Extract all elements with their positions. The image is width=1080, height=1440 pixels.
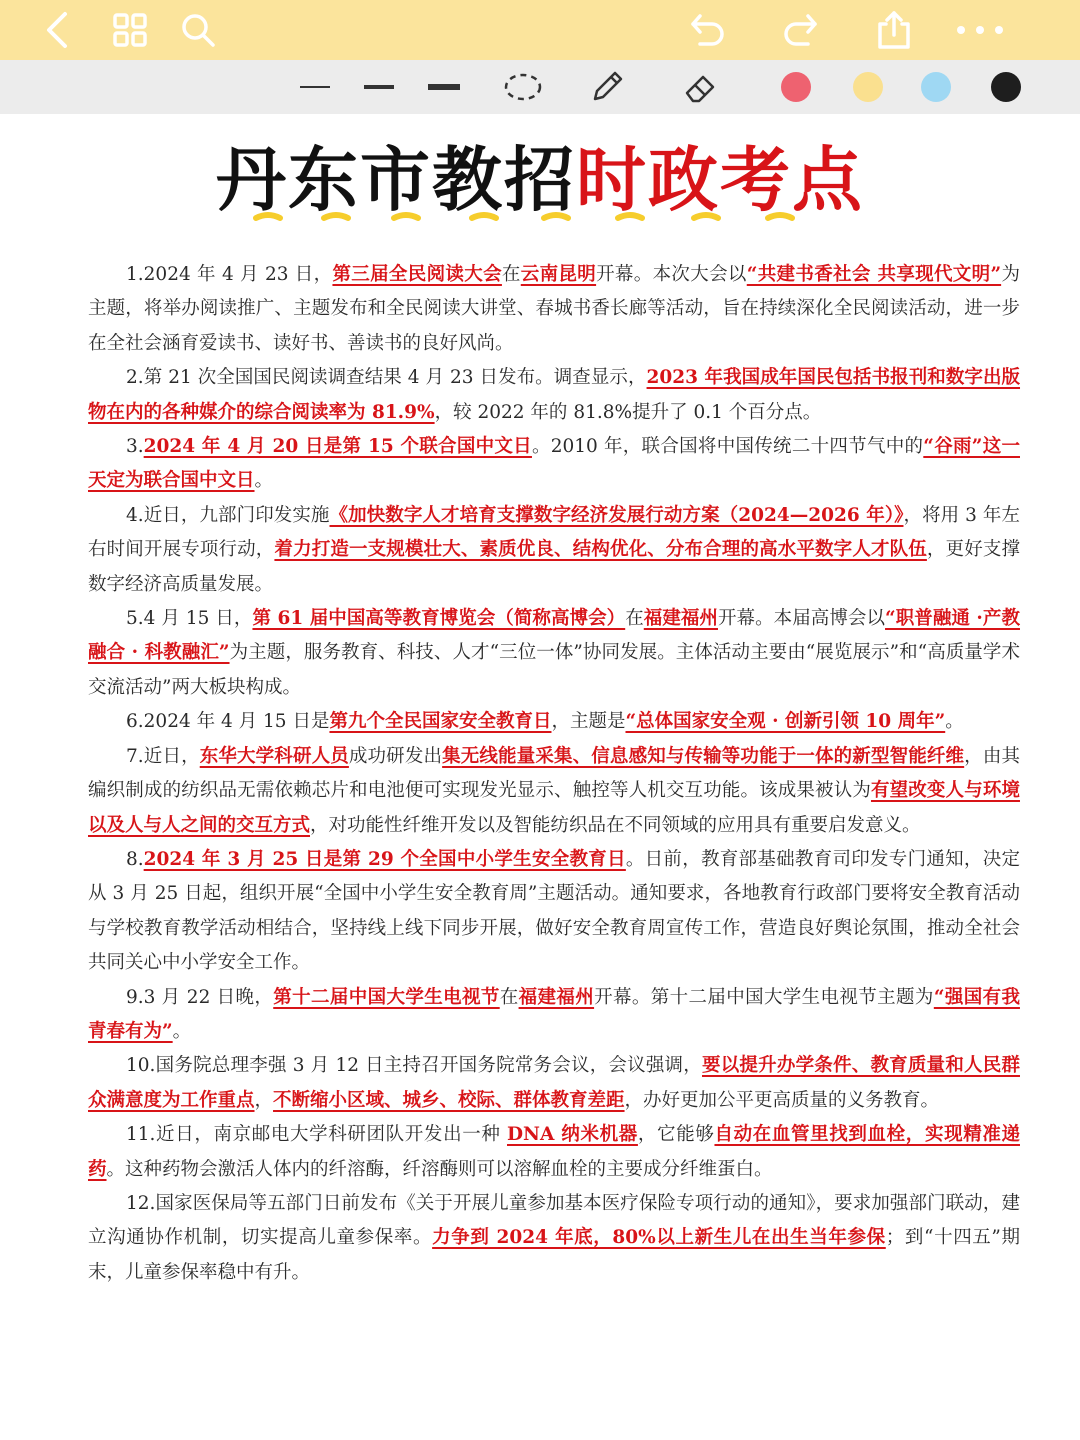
title-red-part: 时政考点 — [576, 138, 864, 221]
highlighted-text: “职普融通 ·产教融合 · 科教融汇” — [88, 608, 1020, 664]
paragraph-text: ，更好支撑数字经济高质量发展。 — [88, 539, 1020, 595]
paragraph-text: 9.3 月 22 日晚， — [126, 986, 274, 1008]
highlighted-text: 云南昆明 — [520, 264, 597, 285]
paragraph-text: ，将用 3 年左右时间开展专项行动， — [88, 504, 1020, 561]
thin-stroke-icon[interactable] — [298, 66, 332, 108]
paragraph-text: 在 — [499, 986, 519, 1008]
paragraph-text: 12.国家医保局等五部门日前发布《关于开展儿童参加基本医疗保险专项行动的通知》，要求加强部门联动，建立沟通协作机制，切实提高儿童参保率。 — [88, 1192, 1020, 1249]
paragraph-text: 为主题，将举办阅读推广、主题发布和全民阅读大讲堂、春城书香长廊等活动，旨在持续深化全民阅读活动，进一步在全社会涵育爱读书、读好书、善读书的良好风尚。 — [88, 264, 1020, 354]
news-item — [88, 1118, 1020, 1187]
search-icon[interactable] — [176, 8, 220, 52]
highlighted-text: 东华大学科研人员 — [199, 745, 349, 767]
grid-icon[interactable] — [108, 8, 152, 52]
paragraph-text: 开幕。第十二届中国大学生电视节主题为 — [594, 986, 934, 1008]
color-yellow-swatch[interactable] — [848, 66, 888, 108]
color-blue-swatch[interactable] — [916, 66, 956, 108]
paragraph-text: ，办好更加公平更高质量的义务教育。 — [624, 1089, 940, 1111]
lasso-icon[interactable] — [500, 66, 546, 108]
highlighted-text: “共建书香社会 共享现代文明” — [746, 264, 1002, 285]
news-item — [88, 843, 1020, 981]
paragraph-text: ，主题是 — [551, 711, 626, 733]
highlighted-text: 第 61 届中国高等教育博览会（简称高博会） — [252, 608, 626, 630]
news-item — [88, 981, 1020, 1050]
highlighted-text: 福建福州 — [518, 986, 595, 1008]
highlighted-text: “总体国家安全观 · 创新引领 10 周年” — [625, 711, 946, 733]
paragraph-text: 在 — [501, 264, 521, 285]
paragraph-text: 8. — [126, 848, 144, 870]
color-red-swatch[interactable] — [776, 66, 816, 108]
paragraph-text: 成功研发出 — [348, 745, 443, 767]
paragraph-text: 1.2024 年 4 月 23 日， — [126, 264, 333, 285]
paragraph-text: 10.国务院总理李强 3 月 12 日主持召开国务院常务会议，会议强调， — [126, 1055, 702, 1077]
pen-toolbar — [0, 60, 1080, 114]
top-app-bar — [0, 0, 1080, 60]
news-item — [88, 361, 1020, 430]
highlighted-text: 第十二届中国大学生电视节 — [273, 986, 500, 1008]
page-title — [0, 140, 1080, 220]
color-black-swatch[interactable] — [986, 66, 1026, 108]
news-item — [88, 740, 1020, 843]
news-item — [88, 1187, 1020, 1290]
highlighted-text: 2024 年 3 月 25 日是第 29 个全国中小学生安全教育日 — [143, 848, 626, 870]
more-icon[interactable] — [950, 8, 1010, 52]
news-item — [88, 705, 1020, 739]
highlighted-text: 第九个全民国家安全教育日 — [329, 711, 552, 733]
title-underline-dashes — [250, 210, 830, 224]
paragraph-text: 。2010 年，联合国将中国传统二十四节气中的 — [531, 436, 924, 458]
paragraph-text: 2.第 21 次全国国民阅读调查结果 4 月 23 日发布。调查显示， — [126, 367, 647, 389]
undo-icon[interactable] — [686, 8, 730, 52]
paragraph-text: 。 — [254, 470, 274, 492]
title-black-part: 丹东市教招 — [216, 138, 576, 221]
highlighted-text: 力争到 2024 年底，80%以上新生儿在出生当年参保 — [432, 1227, 886, 1249]
news-item — [88, 499, 1020, 602]
paragraph-text: 6.2024 年 4 月 15 日是 — [126, 711, 330, 733]
paragraph-text: 。日前，教育部基础教育司印发专门通知，决定从 3 月 25 日起，组织开展“全国中小学生安全教育周”主题活动。通知要求，各地教育行政部门要将安全教育活动与学校教育教学活动相结合，坚持线上线下同步开展，做好安全教育周宣传工作，营造良好舆论氛围，推动全社会共同关心中小学安全工作。 — [88, 848, 1020, 974]
paragraph-text: 开幕。本届高博会以 — [718, 608, 886, 630]
news-item — [88, 1049, 1020, 1118]
paragraph-text: 11.近日，南京邮电大学科研团队开发出一种 — [126, 1124, 507, 1146]
paragraph-text: 。 — [172, 1020, 192, 1042]
highlighted-text: 2023 年我国成年国民包括书报刊和数字出版物在内的各种媒介的综合阅读率为 81.9% — [88, 367, 1021, 423]
paragraph-text: ，较 2022 年的 81.8%提升了 0.1 个百分点。 — [434, 401, 822, 423]
highlighted-text: DNA 纳米机器 — [507, 1124, 638, 1146]
pencil-icon[interactable] — [584, 66, 630, 108]
paragraph-text: 5.4 月 15 日， — [126, 608, 253, 630]
paragraph-text: 7.近日， — [126, 745, 200, 767]
paragraph-text: 3. — [126, 436, 144, 458]
highlighted-text: 不断缩小区域、城乡、校际、群体教育差距 — [273, 1089, 625, 1111]
paragraph-text: ，由其编织制成的纺织品无需依赖芯片和电池便可实现发光显示、触控等人机交互功能。该成果被认为 — [88, 745, 1020, 802]
paragraph-text: ，对功能性纤维开发以及智能纺织品在不同领域的应用具有重要启发意义。 — [310, 814, 921, 836]
highlighted-text: 着力打造一支规模壮大、素质优良、结构优化、分布合理的高水平数字人才队伍 — [274, 539, 927, 561]
highlighted-text: 集无线能量采集、信息感知与传输等功能于一体的新型智能纤维 — [442, 745, 965, 767]
highlighted-text: 有望改变人与环境以及人与人之间的交互方式 — [88, 780, 1020, 836]
news-item — [88, 602, 1020, 705]
highlighted-text: 第三届全民阅读大会 — [332, 264, 502, 285]
highlighted-text: 2024 年 4 月 20 日是第 15 个联合国中文日 — [143, 436, 532, 458]
thick-stroke-icon[interactable] — [426, 66, 462, 108]
paragraph-text: ；到“十四五”期末，儿童参保率稳中有升。 — [88, 1227, 1020, 1283]
medium-stroke-icon[interactable] — [362, 66, 396, 108]
paragraph-text: 。 — [945, 711, 964, 733]
highlighted-text: “强国有我 青春有为” — [88, 986, 1020, 1042]
document-body — [88, 258, 1020, 1290]
eraser-icon[interactable] — [678, 66, 724, 108]
paragraph-text: 为主题，服务教育、科技、人才“三位一体”协同发展。主体活动主要由“展览展示”和“高质量学术交流活动”两大板块构成。 — [88, 642, 1020, 698]
paragraph-text: 。这种药物会激活人体内的纤溶酶，纤溶酶则可以溶解血栓的主要成分纤维蛋白。 — [106, 1158, 773, 1180]
highlighted-text: 自动在血管里找到血栓，实现精准递药 — [88, 1124, 1020, 1180]
paragraph-text: 在 — [625, 608, 644, 630]
paragraph-text: 4.近日，九部门印发实施 — [126, 504, 330, 526]
highlighted-text: 福建福州 — [643, 608, 718, 630]
news-item — [88, 258, 1020, 361]
paragraph-text: 开幕。本次大会以 — [596, 264, 747, 285]
paragraph-text: ，它能够 — [637, 1124, 715, 1146]
highlighted-text: “谷雨”这一天定为联合国中文日 — [88, 436, 1020, 492]
highlighted-text: 要以提升办学条件、教育质量和人民群众满意度为工作重点 — [88, 1055, 1020, 1111]
news-item — [88, 430, 1020, 499]
redo-icon[interactable] — [778, 8, 822, 52]
share-icon[interactable] — [872, 8, 916, 52]
back-icon[interactable] — [36, 8, 80, 52]
highlighted-text: 《加快数字人才培育支撑数字经济发展行动方案（2024—2026 年）》 — [329, 504, 904, 526]
paragraph-text: ， — [254, 1089, 274, 1111]
